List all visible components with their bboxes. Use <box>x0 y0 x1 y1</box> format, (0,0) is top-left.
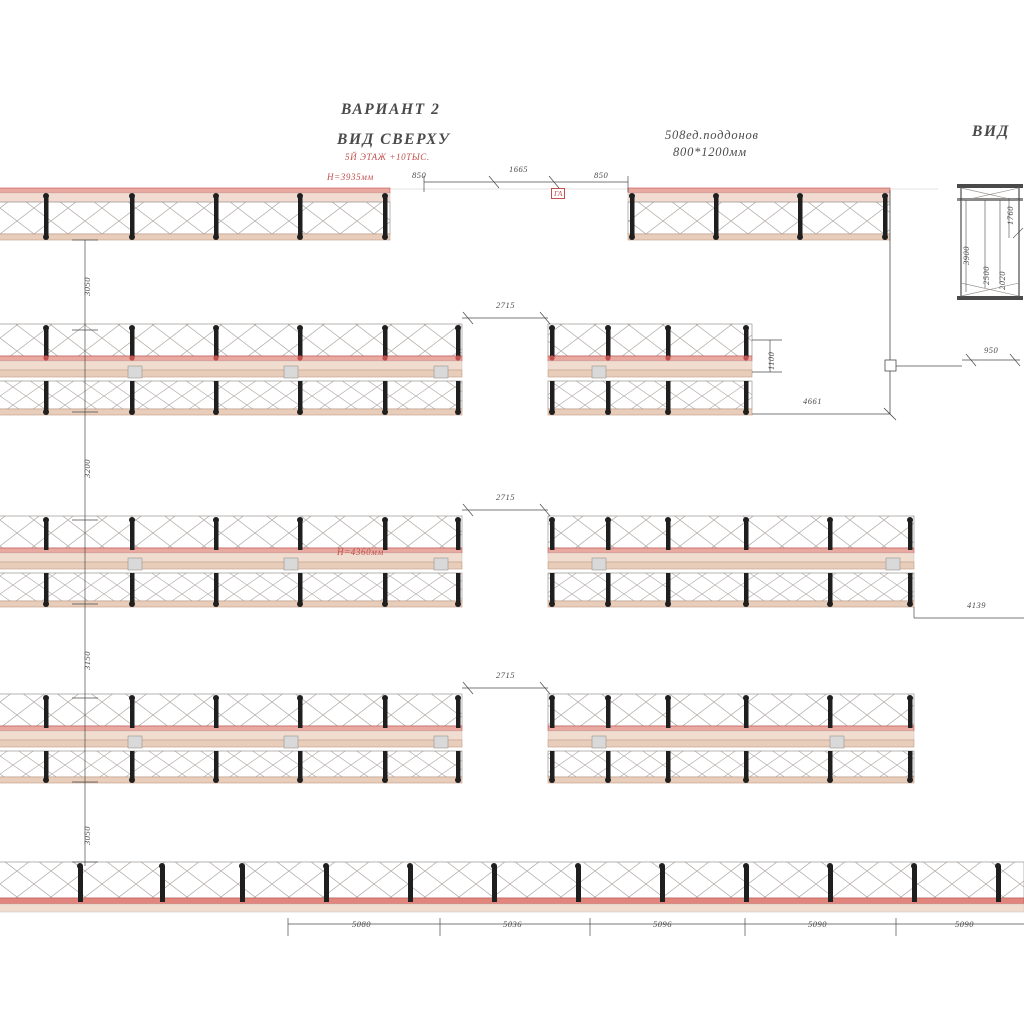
dim-right-4661: 4661 <box>803 396 822 406</box>
dim-vertical-3: 3150 <box>82 651 92 670</box>
dim-vertical-4: 3050 <box>82 826 92 845</box>
dim-section-1760: 1760 <box>1005 206 1015 225</box>
dim-right-4139: 4139 <box>967 600 986 610</box>
dim-top-1: 850 <box>412 170 427 180</box>
title-variant: ВАРИАНТ 2 <box>341 101 441 118</box>
dim-section-2020: 2020 <box>997 271 1007 290</box>
dim-aisle-1: 2715 <box>496 300 515 310</box>
dim-bottom-2: 5036 <box>503 919 522 929</box>
dim-aisle-2: 2715 <box>496 492 515 502</box>
pallet-size-label: 800*1200мм <box>673 145 747 159</box>
dim-right-950: 950 <box>984 345 999 355</box>
section-view-title: ВИД <box>972 123 1010 140</box>
height-note-mid: H=4360мм <box>337 547 384 557</box>
dim-bottom-3: 5096 <box>653 919 672 929</box>
aisle-tag-badge: ГА <box>551 188 565 199</box>
dim-bottom-4: 5090 <box>808 919 827 929</box>
dim-bottom-5: 5090 <box>955 919 974 929</box>
title-floor-note: 5Й ЭТАЖ +10ТЫС. <box>345 152 430 162</box>
dim-bottom-1: 5080 <box>352 919 371 929</box>
dim-top-3: 850 <box>594 170 609 180</box>
dim-section-2500: 2500 <box>981 266 991 285</box>
height-note-top: H=3935мм <box>327 172 374 182</box>
dim-right-1100: 1100 <box>766 351 776 370</box>
pallet-count-label: 508ед.поддонов <box>665 128 759 142</box>
dim-aisle-3: 2715 <box>496 670 515 680</box>
dim-top-2: 1665 <box>509 164 528 174</box>
title-view: ВИД СВЕРХУ <box>337 131 451 148</box>
dim-vertical-2: 3200 <box>82 459 92 478</box>
dim-vertical-1: 3050 <box>82 277 92 296</box>
dim-section-3900: 3900 <box>961 246 971 265</box>
